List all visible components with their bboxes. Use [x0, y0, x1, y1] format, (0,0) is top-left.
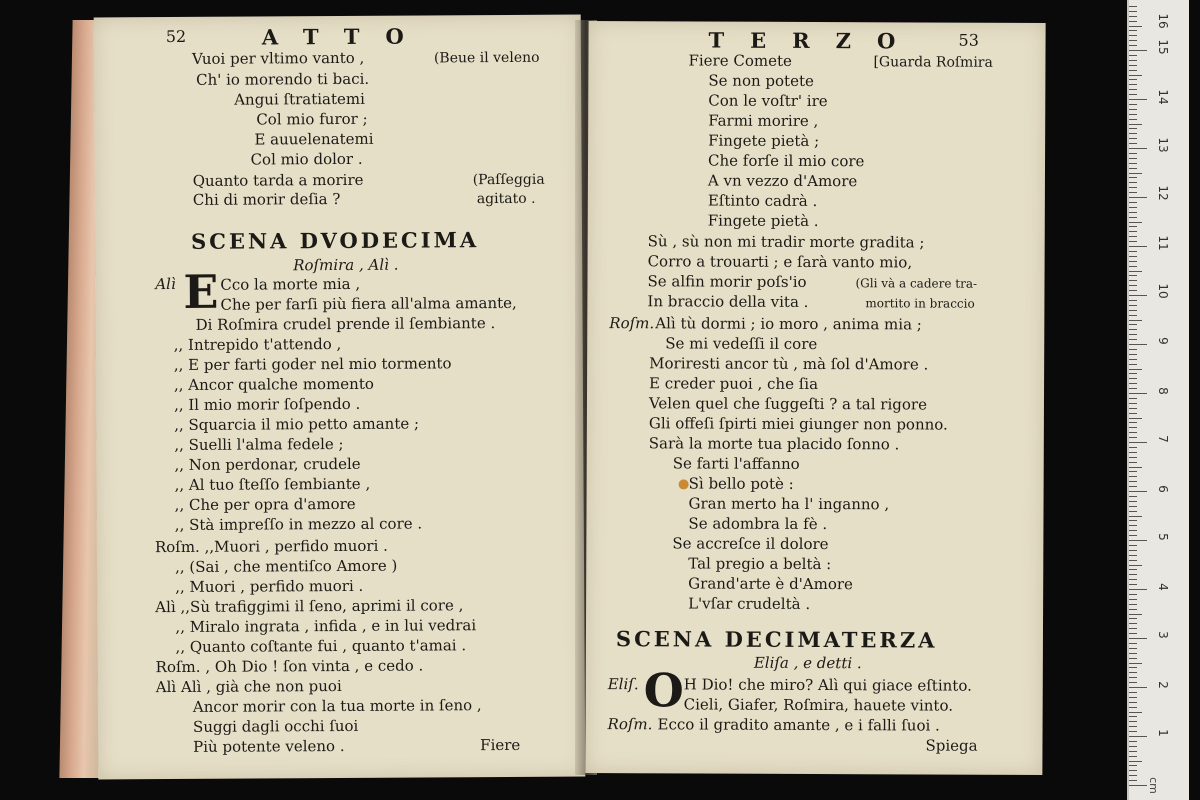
verse-line: Cco la morte mia , — [220, 274, 361, 294]
ruler-tick — [1129, 388, 1137, 389]
ruler-tick — [1129, 653, 1137, 654]
ruler-tick — [1129, 143, 1137, 144]
ruler-tick — [1129, 349, 1137, 350]
verse-line: Chi di morir deſia ? — [192, 189, 341, 209]
verse-line: Fingete pietà . — [707, 211, 819, 231]
ruler-tick — [1129, 579, 1137, 580]
catchword: Fiere — [480, 735, 521, 755]
stage-direction: [Guarda Roſmira — [873, 54, 993, 71]
verse-line: Ancor morir con la tua morte in ſeno , — [192, 696, 482, 716]
ruler-tick — [1129, 447, 1137, 448]
verse-line: Col mio dolor . — [250, 149, 363, 169]
drop-cap: E — [183, 264, 219, 319]
ruler-tick — [1129, 756, 1137, 757]
ruler-tick — [1129, 462, 1137, 463]
ruler-number: 9 — [1156, 337, 1170, 345]
verse-line: Corro a trouarti ; e ſarà vanto mio, — [647, 252, 913, 272]
verse-line: Se farti l'affanno — [672, 454, 800, 473]
verse-line: Fingete pietà ; — [708, 131, 820, 151]
ruler-tick — [1129, 305, 1137, 306]
ruler-tick — [1129, 413, 1137, 414]
verse-line: ,, Non perdonar, crudele — [174, 454, 361, 475]
ruler-tick — [1129, 736, 1147, 737]
ruler-tick — [1129, 721, 1137, 722]
page-number: 53 — [958, 30, 979, 50]
verse-line: L'vſar crudeltà . — [688, 594, 811, 613]
verse-line: Velen quel che ſuggeſti ? a tal rigore — [648, 394, 928, 414]
verse-line: Se adombra la fè . — [688, 514, 828, 534]
verse-line: Sarà la morte tua placido ſonno . — [648, 434, 900, 454]
ruler-tick — [1129, 589, 1147, 590]
scene-title: SCENA DECIMATERZA — [615, 626, 938, 653]
ruler-tick — [1129, 173, 1142, 174]
ruler-tick — [1129, 21, 1137, 22]
ruler-tick — [1129, 280, 1137, 281]
ruler-tick — [1129, 687, 1147, 688]
ruler-tick — [1129, 432, 1137, 433]
ruler-tick — [1129, 569, 1137, 570]
ruler-tick — [1129, 241, 1137, 242]
ruler-tick — [1129, 177, 1137, 178]
verse-line: ,, Ancor qualche momento — [173, 374, 374, 395]
ruler-tick — [1129, 682, 1137, 683]
ruler-tick — [1129, 751, 1137, 752]
ruler-tick — [1129, 520, 1137, 521]
ruler-tick — [1129, 712, 1142, 713]
verse-line: Roſm. ,,Muori , perfido muori . — [154, 536, 388, 557]
ruler-tick — [1129, 89, 1137, 90]
ruler-tick — [1129, 574, 1137, 575]
verse-line: ,, Al tuo ſteſſo ſembiante , — [174, 474, 371, 495]
ruler-tick — [1129, 11, 1137, 12]
ruler-tick — [1129, 393, 1147, 394]
ruler-tick — [1129, 197, 1147, 198]
ruler-tick — [1129, 128, 1137, 129]
ruler-tick — [1129, 354, 1137, 355]
verse-line: Se mi vedeſſi il core — [665, 334, 818, 354]
verse-line: Col mio furor ; — [256, 109, 368, 129]
ruler-tick — [1129, 153, 1137, 154]
ruler-tick — [1129, 290, 1137, 291]
verse-line: Che forſe il mio core — [707, 151, 865, 171]
scene-title: SCENA DVODECIMA — [190, 227, 480, 254]
ruler-tick — [1129, 16, 1137, 17]
verse-line: Alì tù dormi ; io moro , anima mia ; — [655, 314, 922, 334]
ruler-tick — [1129, 79, 1137, 80]
ruler-tick — [1129, 780, 1137, 781]
ruler-tick — [1129, 295, 1147, 296]
ruler-number: 11 — [1156, 235, 1170, 251]
stage-direction: (Paſſeggia — [472, 171, 545, 189]
verse-line: ,, Il mio morir ſoſpendo . — [173, 394, 361, 415]
ruler-tick — [1129, 707, 1137, 708]
verse-line: Se alfin morir poſs'io — [647, 272, 807, 291]
speaker-label: Roſm. — [609, 314, 655, 333]
speaker-label: Roſm. — [607, 715, 653, 734]
verse-line: Ch' io morendo ti baci. — [196, 69, 370, 89]
verse-line: ,, Squarcia il mio petto amante ; — [174, 414, 420, 435]
ruler-number: 12 — [1156, 185, 1170, 201]
ruler-tick — [1129, 609, 1137, 610]
verse-line: E auuelenatemi — [254, 129, 374, 149]
ruler-tick — [1129, 226, 1137, 227]
ruler-tick — [1129, 545, 1137, 546]
ruler-tick — [1129, 648, 1137, 649]
ruler-tick — [1129, 364, 1137, 365]
ruler-tick — [1129, 187, 1137, 188]
ruler-number: 14 — [1156, 89, 1170, 105]
verse-line: In braccio della vita . — [647, 292, 809, 311]
ruler-tick — [1129, 560, 1137, 561]
ruler-number: 4 — [1156, 583, 1170, 591]
verse-line: Roſm. , Oh Dio ! ſon vinta , e cedo . — [155, 656, 424, 677]
stage-direction: (Gli và a cadere tra- — [855, 276, 978, 291]
ruler-tick — [1129, 246, 1147, 247]
page-number: 52 — [165, 26, 187, 47]
ruler-tick — [1129, 663, 1142, 664]
ruler-tick — [1129, 60, 1137, 61]
ruler-number: 2 — [1156, 681, 1170, 689]
ruler-number: 1 — [1156, 729, 1170, 737]
ruler-tick — [1129, 516, 1142, 517]
ruler-tick — [1129, 716, 1137, 717]
ruler-tick — [1129, 40, 1137, 41]
verse-line: E creder puoi , che ſia — [649, 374, 819, 394]
ruler-tick — [1129, 452, 1137, 453]
verse-line: Di Roſmira crudel prende il ſembiante . — [195, 314, 496, 334]
ruler-tick — [1129, 471, 1137, 472]
verse-line: ,, Miralo ingrata , infida , e in lui vedrai — [175, 616, 477, 637]
verse-line: ,, Che per opra d'amore — [174, 494, 356, 515]
ruler-tick — [1129, 231, 1137, 232]
ruler-tick — [1129, 702, 1137, 703]
ruler-tick — [1129, 192, 1137, 193]
ruler-tick — [1129, 398, 1137, 399]
ruler-tick — [1129, 266, 1137, 267]
ruler-tick — [1129, 94, 1137, 95]
verse-line: ,, Intrepido t'attendo , — [173, 334, 342, 355]
ruler-tick — [1129, 604, 1137, 605]
ruler-tick — [1129, 182, 1137, 183]
verse-line: Gran merto ha l' inganno , — [688, 494, 890, 514]
left-page — [94, 15, 586, 780]
ruler-tick — [1129, 45, 1137, 46]
ruler-number: 16 — [1156, 13, 1170, 29]
verse-line: Quanto tarda a morire — [192, 170, 364, 190]
verse-line: ,, Stà impreſſo in mezzo al core . — [174, 514, 423, 535]
ruler-tick — [1129, 339, 1137, 340]
ruler-number: 7 — [1156, 435, 1170, 443]
ruler-tick — [1129, 427, 1137, 428]
ruler-tick — [1129, 114, 1137, 115]
ruler-number: 8 — [1156, 387, 1170, 395]
ruler-tick — [1129, 697, 1137, 698]
ruler-tick — [1129, 746, 1137, 747]
ruler-tick — [1129, 261, 1137, 262]
ruler-unit: cm — [1146, 777, 1160, 794]
ruler-tick — [1129, 119, 1137, 120]
verse-line: Cieli, Giafer, Roſmira, hauete vinto. — [683, 695, 954, 715]
ruler-tick — [1129, 530, 1137, 531]
ruler-tick — [1129, 383, 1137, 384]
verse-line: Che per farſi più fiera all'alma amante, — [220, 293, 517, 314]
ruler-tick — [1129, 65, 1137, 66]
ruler-tick — [1129, 403, 1137, 404]
ruler-tick — [1129, 256, 1137, 257]
verse-line: Fiere Comete — [688, 51, 792, 70]
ruler-tick — [1129, 148, 1147, 149]
ruler-tick — [1129, 344, 1147, 345]
ruler-tick — [1129, 334, 1137, 335]
ruler-tick — [1129, 672, 1137, 673]
verse-line: Farmi morire , — [708, 111, 819, 131]
ruler-tick — [1129, 408, 1137, 409]
running-header: TERZO — [708, 27, 922, 54]
ruler-tick — [1129, 124, 1142, 125]
verse-line: Vuoi per vltimo vanto , — [191, 48, 365, 68]
running-header: ATTO — [261, 23, 430, 50]
ruler-tick — [1129, 511, 1137, 512]
ruler-tick — [1129, 158, 1137, 159]
ruler-tick — [1129, 378, 1137, 379]
ruler-number: 15 — [1156, 39, 1170, 55]
ruler-tick — [1129, 550, 1137, 551]
ruler-tick — [1129, 217, 1137, 218]
verse-line: Eſtinto cadrà . — [707, 191, 818, 211]
measurement-ruler — [1127, 0, 1189, 800]
ruler-tick — [1129, 315, 1137, 316]
scene-characters: Roſmira , Alì . — [293, 255, 399, 275]
ruler-tick — [1129, 506, 1137, 507]
verse-line: ,, Muori , perfido muori . — [175, 576, 364, 597]
ruler-tick — [1129, 761, 1142, 762]
verse-line: Grand'arte è d'Amore — [688, 574, 854, 594]
ruler-tick — [1129, 677, 1137, 678]
ruler-tick — [1129, 501, 1137, 502]
ruler-tick — [1129, 535, 1137, 536]
ruler-tick — [1129, 486, 1137, 487]
ruler-tick — [1129, 643, 1137, 644]
ruler-tick — [1129, 285, 1137, 286]
ruler-tick — [1129, 555, 1137, 556]
ruler-tick — [1129, 457, 1137, 458]
ruler-tick — [1129, 584, 1137, 585]
ruler-tick — [1129, 70, 1137, 71]
ruler-tick — [1129, 775, 1137, 776]
ruler-tick — [1129, 99, 1147, 100]
ruler-tick — [1129, 202, 1137, 203]
ruler-number: 5 — [1156, 533, 1170, 541]
ruler-tick — [1129, 300, 1137, 301]
verse-line: ,, Suelli l'alma fedele ; — [174, 434, 344, 455]
ruler-tick — [1129, 212, 1137, 213]
ruler-tick — [1129, 614, 1142, 615]
ruler-tick — [1129, 525, 1137, 526]
ruler-tick — [1129, 491, 1147, 492]
verse-line: A vn vezzo d'Amore — [707, 171, 858, 191]
verse-line: Se accreſce il dolore — [672, 534, 829, 554]
ruler-number: 3 — [1156, 631, 1170, 639]
ruler-tick — [1129, 422, 1137, 423]
verse-line: ,, E per farti goder nel mio tormento — [173, 354, 452, 375]
ruler-tick — [1129, 726, 1137, 727]
ruler-tick — [1129, 271, 1142, 272]
ruler-tick — [1129, 222, 1142, 223]
ruler-tick — [1129, 731, 1137, 732]
ruler-tick — [1129, 618, 1137, 619]
ruler-tick — [1129, 30, 1137, 31]
ruler-tick — [1129, 109, 1137, 110]
ruler-tick — [1129, 275, 1137, 276]
ruler-tick — [1129, 133, 1137, 134]
ruler-tick — [1129, 599, 1137, 600]
ruler-tick — [1129, 658, 1137, 659]
ruler-tick — [1129, 638, 1147, 639]
speaker-label: Alì — [155, 274, 176, 294]
ruler-tick — [1129, 251, 1137, 252]
stage-direction: (Beue il veleno — [433, 49, 540, 67]
ruler-number: 10 — [1156, 283, 1170, 299]
speaker-label: Eliſ. — [607, 675, 639, 694]
ruler-tick — [1129, 50, 1147, 51]
ruler-tick — [1129, 104, 1137, 105]
ruler-tick — [1129, 236, 1137, 237]
ruler-tick — [1129, 741, 1137, 742]
verse-line: Sì bello potè : — [688, 474, 794, 493]
ruler-tick — [1129, 369, 1142, 370]
ruler-tick — [1129, 6, 1137, 7]
verse-line: ,, Quanto coſtante fui , quanto t'amai . — [175, 636, 467, 657]
ruler-tick — [1129, 692, 1137, 693]
ruler-tick — [1129, 310, 1137, 311]
ruler-tick — [1129, 55, 1137, 56]
ruler-tick — [1129, 324, 1137, 325]
ruler-tick — [1129, 442, 1147, 443]
ruler-tick — [1129, 26, 1142, 27]
ruler-tick — [1129, 765, 1137, 766]
ruler-tick — [1129, 628, 1137, 629]
ruler-tick — [1129, 84, 1137, 85]
verse-line: Se non potete — [708, 71, 814, 90]
ruler-tick — [1129, 467, 1142, 468]
ruler-tick — [1129, 163, 1137, 164]
verse-line: Sù , sù non mi tradir morte gradita ; — [647, 232, 925, 252]
ruler-tick — [1129, 667, 1137, 668]
verse-line: Alì ,,Sù trafiggimi il ſeno, aprimi il core , — [155, 596, 464, 617]
ruler-tick — [1129, 329, 1137, 330]
stage-direction: agitato . — [476, 190, 536, 208]
stage-direction: mortito in braccio — [865, 296, 975, 311]
ruler-tick — [1129, 496, 1137, 497]
ruler-tick — [1129, 623, 1137, 624]
ruler-tick — [1129, 320, 1142, 321]
verse-line: Ecco il gradito amante , e i falli ſuoi . — [657, 715, 940, 735]
drop-cap: O — [643, 663, 684, 718]
verse-line: Angui ſtratiatemi — [234, 89, 365, 109]
ruler-tick — [1129, 35, 1137, 36]
ruler-tick — [1129, 785, 1147, 786]
verse-line: H Dio! che miro? Alì qui giace eſtinto. — [683, 675, 972, 695]
ruler-tick — [1129, 418, 1142, 419]
ruler-tick — [1129, 75, 1142, 76]
ruler-tick — [1129, 770, 1137, 771]
ruler-number: 13 — [1156, 137, 1170, 153]
ruler-tick — [1129, 437, 1137, 438]
catchword: Spiega — [925, 736, 978, 755]
ruler-tick — [1129, 138, 1137, 139]
ruler-tick — [1129, 481, 1137, 482]
verse-line: Suggi dagli occhi ſuoi — [192, 716, 359, 736]
ruler-number: 6 — [1156, 485, 1170, 493]
ruler-tick — [1129, 359, 1137, 360]
verse-line: Moriresti ancor tù , mà ſol d'Amore . — [649, 354, 929, 374]
verse-line: ,, (Sai , che mentiſco Amore ) — [174, 556, 398, 577]
verse-line: Più potente veleno . — [193, 736, 345, 756]
ruler-tick — [1129, 565, 1142, 566]
verse-line: Gli offeſi ſpirti miei giunger non ponno. — [648, 414, 948, 434]
ink-stain — [679, 479, 689, 489]
scene-characters: Eliſa , e detti . — [753, 653, 862, 673]
right-page — [585, 21, 1045, 775]
ruler-tick — [1129, 594, 1137, 595]
verse-line: Alì Alì , già che non puoi — [155, 676, 342, 697]
ruler-tick — [1129, 540, 1147, 541]
verse-line: Tal pregio a beltà : — [688, 554, 832, 574]
ruler-tick — [1129, 373, 1137, 374]
verse-line: Con le voſtr' ire — [708, 91, 828, 111]
ruler-tick — [1129, 207, 1137, 208]
ruler-tick — [1129, 476, 1137, 477]
ruler-tick — [1129, 168, 1137, 169]
ruler-tick — [1129, 633, 1137, 634]
